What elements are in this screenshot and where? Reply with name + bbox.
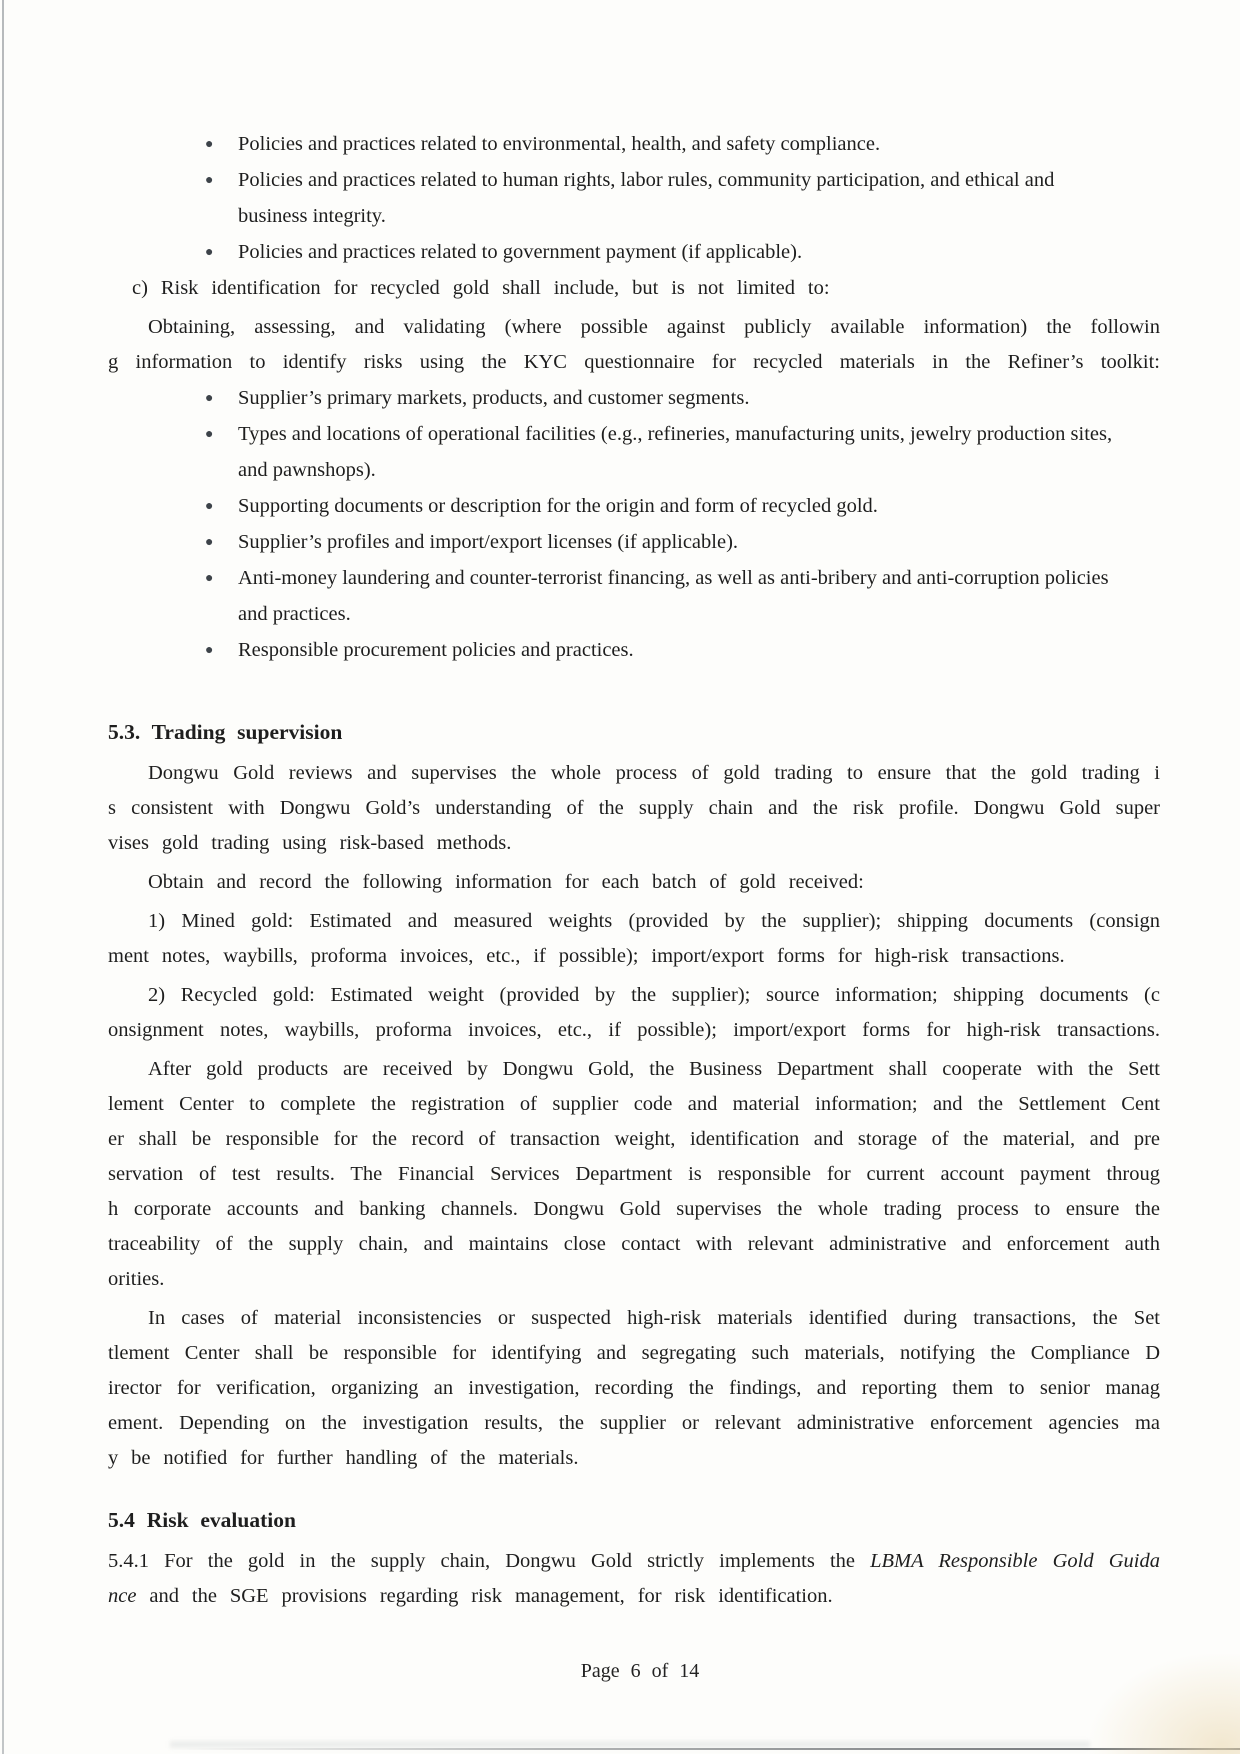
text-line: 5.4 Risk evaluation: [108, 1508, 296, 1532]
text-line: Supplier’s profiles and import/export licenses (if applicable).: [238, 531, 739, 553]
paragraph-mined-gold: [108, 904, 1160, 974]
bullet-item-government-payment: [108, 234, 1160, 270]
text-line: vises gold trading using risk-based methods.: [108, 832, 512, 854]
text-line: 5.3. Trading supervision: [108, 720, 343, 744]
bullet-item-human-rights: [108, 162, 1160, 234]
scan-line-artifact: [180, 1748, 1240, 1750]
text-line: ment notes, waybills, proforma invoices, etc., if possible); import/export forms for high-risk transactions.: [108, 945, 1065, 967]
paragraph-after-receipt: [108, 1052, 1160, 1297]
text-line: and practices.: [238, 603, 351, 625]
bullet-icon: ●: [205, 571, 214, 586]
text-line: onsignment notes, waybills, proforma invoices, etc., if possible); import/export forms for high-risk transactions.: [108, 1019, 1160, 1041]
text-line: Responsible procurement policies and practices.: [238, 639, 634, 661]
bullet-icon: ●: [205, 643, 214, 658]
text-line: After gold products are received by Dongwu Gold, the Business Department shall cooperate with the Sett: [148, 1058, 1160, 1080]
text-line: orities.: [108, 1268, 165, 1290]
bullet-icon: ●: [205, 499, 214, 514]
text-line: In cases of material inconsistencies or suspected high-risk materials identified during transactions, the Set: [148, 1307, 1160, 1329]
bullet-item-ehs: [108, 126, 1160, 162]
text-line: Policies and practices related to government payment (if applicable).: [238, 241, 803, 263]
text-line: c) Risk identification for recycled gold shall include, but is not limited to:: [132, 277, 830, 299]
section-heading-5-4: [108, 1500, 1160, 1540]
bullet-icon: ●: [205, 427, 214, 442]
paragraph-5-4-1: [108, 1544, 1160, 1614]
text-line: Anti-money laundering and counter-terrorist financing, as well as anti-bribery and anti-corruption policies: [238, 567, 1109, 589]
bullet-item-primary-markets: [108, 380, 1160, 416]
paragraph-obtain-record: [108, 865, 1160, 900]
scan-band-artifact: [170, 1741, 1090, 1748]
bullet-item-supporting-documents: [108, 488, 1160, 524]
text-line: traceability of the supply chain, and maintains close contact with relevant administrative and enforcement auth: [108, 1233, 1160, 1255]
paragraph-inconsistencies: [108, 1301, 1160, 1476]
text-line: 2) Recycled gold: Estimated weight (provided by the supplier); source information; shipping documents (c: [148, 984, 1160, 1006]
scan-smudge-artifact: [1090, 1654, 1240, 1754]
text-line: ement. Depending on the investigation results, the supplier or relevant administrative enforcement agencies ma: [108, 1412, 1160, 1434]
bullet-item-responsible-procurement: [108, 632, 1160, 668]
text-line: servation of test results. The Financial Services Department is responsible for current account payment throug: [108, 1163, 1160, 1185]
text-line: Policies and practices related to environmental, health, and safety compliance.: [238, 133, 881, 155]
scan-edge-artifact: [2, 0, 4, 1754]
bullet-item-facilities: [108, 416, 1160, 488]
text-line: tlement Center shall be responsible for identifying and segregating such materials, notifying the Compliance D: [108, 1342, 1160, 1364]
text-line: g information to identify risks using the KYC questionnaire for recycled materials in the Refiner’s toolkit:: [108, 351, 1160, 373]
text-line: Types and locations of operational facilities (e.g., refineries, manufacturing units, jewelry production sites,: [238, 423, 1113, 445]
text-line: s consistent with Dongwu Gold’s understanding of the supply chain and the risk profile. Dongwu Gold super: [108, 797, 1160, 819]
text-line: h corporate accounts and banking channels. Dongwu Gold supervises the whole trading process to ensure the: [108, 1198, 1160, 1220]
text-line: nce and the SGE provisions regarding risk management, for risk identification.: [108, 1585, 833, 1607]
paragraph-trading-review: [108, 756, 1160, 861]
text-line: 5.4.1 For the gold in the supply chain, Dongwu Gold strictly implements the LBMA Responsible Gold Guida: [108, 1550, 1160, 1572]
bullet-item-licenses: [108, 524, 1160, 560]
bullet-icon: ●: [205, 137, 214, 152]
paragraph-recycled-gold: [108, 978, 1160, 1048]
page-number: Page 6 of 14: [580, 1660, 700, 1682]
bullet-item-aml: [108, 560, 1160, 632]
paragraph-obtaining: [108, 310, 1160, 380]
text-line: Supplier’s primary markets, products, and customer segments.: [238, 387, 750, 409]
text-line: irector for verification, organizing an investigation, recording the findings, and reporting them to senior manag: [108, 1377, 1160, 1399]
text-line: lement Center to complete the registration of supplier code and material information; and the Settlement Cent: [108, 1093, 1160, 1115]
bullet-icon: ●: [205, 245, 214, 260]
clause-item-c: [108, 270, 1160, 306]
text-line: and pawnshops).: [238, 459, 376, 481]
text-line: business integrity.: [238, 205, 386, 227]
text-line: 1) Mined gold: Estimated and measured weights (provided by the supplier); shipping documents (consign: [148, 910, 1160, 932]
text-line: Obtain and record the following information for each batch of gold received:: [148, 871, 864, 893]
bullet-icon: ●: [205, 391, 214, 406]
text-line: Supporting documents or description for the origin and form of recycled gold.: [238, 495, 878, 517]
text-line: er shall be responsible for the record of transaction weight, identification and storage of the material, and pre: [108, 1128, 1160, 1150]
text-line: Dongwu Gold reviews and supervises the whole process of gold trading to ensure that the gold trading i: [148, 762, 1160, 784]
text-line: Obtaining, assessing, and validating (where possible against publicly available information) the followin: [148, 316, 1160, 338]
document-body: [108, 126, 1160, 1614]
section-heading-5-3: [108, 712, 1160, 752]
bullet-icon: ●: [205, 535, 214, 550]
bullet-icon: ●: [205, 173, 214, 188]
text-line: Policies and practices related to human rights, labor rules, community participation, and ethical and: [238, 169, 1055, 191]
text-line: y be notified for further handling of the materials.: [108, 1447, 579, 1469]
